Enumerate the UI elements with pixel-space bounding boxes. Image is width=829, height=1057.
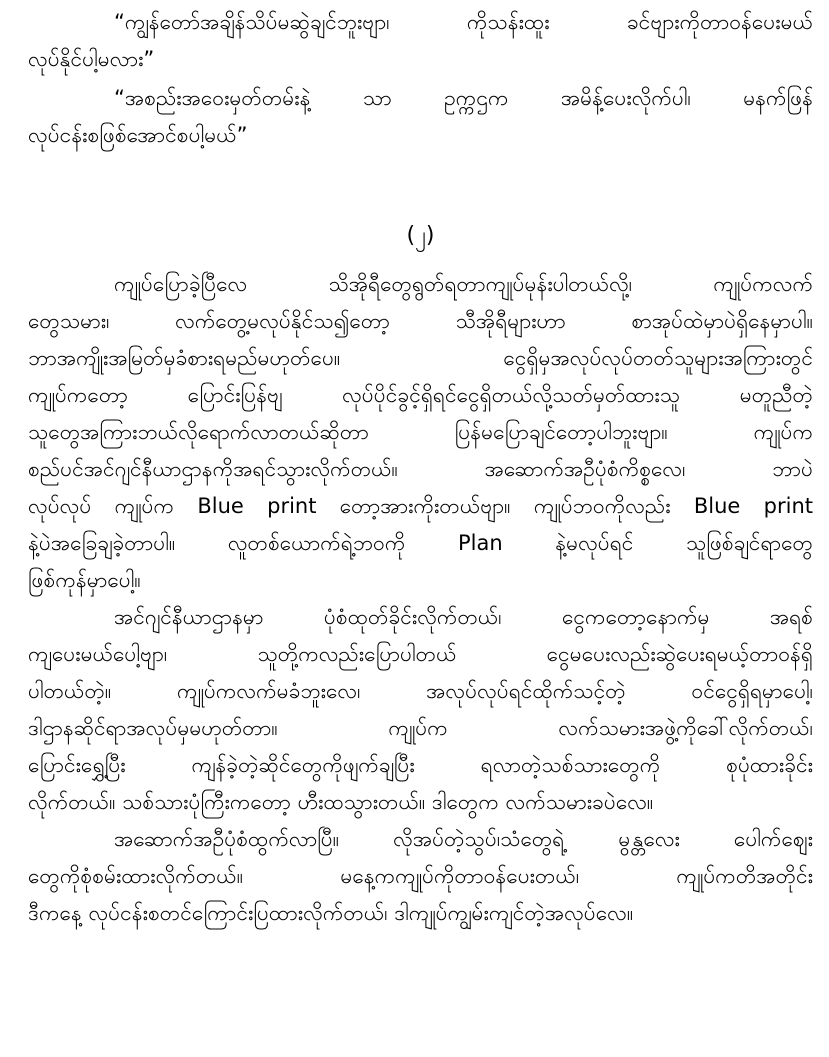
text-line: ဒီကနေ့ လုပ်ငန်းစတင်ကြောင်းပြထားလိုက်တယ်၊ ဒါကျုပ်ကျွမ်းကျင်တဲ့အလုပ်လေ။: [28, 901, 634, 925]
text-line: “အစည်းအဝေးမှတ်တမ်းနဲ့ သာ ဥက္ကဌက အမိန့်ပေးလိုက်ပါ၊ မနက်ဖြန်: [114, 86, 813, 110]
text-line: ကျုပ်ကတော့ ပြောင်းပြန်ဗျ လုပ်ပိုင်ခွင့်ရှိရင်ငွေရှိတယ်လို့သတ်မှတ်ထားသူ မတူညီတဲ့: [28, 383, 813, 407]
text-line: လုပ်လုပ် ကျုပ်က Blue print တော့အားကိုးတယ်ဗျာ။ ကျုပ်ဘဝကိုလည်း Blue print: [28, 494, 813, 518]
body-paragraph: [28, 821, 813, 932]
text-line: အင်ဂျင်နီယာဌာနမှာ ပုံစံထုတ်ခိုင်းလိုက်တယ်၊ ငွေကတော့နောက်မှ အရစ်: [114, 605, 813, 629]
spacer: [28, 154, 813, 214]
text-line: တွေကိုစုံစမ်းထားလိုက်တယ်။ မနေ့ကကျုပ်ကိုတာဝန်ပေးတယ်၊ ကျုပ်ကတိအတိုင်း: [28, 864, 813, 888]
document-page: [28, 4, 813, 932]
body-paragraph: [28, 266, 813, 599]
text-line: လိုက်တယ်။ သစ်သားပုံကြီးကတော့ ဟီးထသွားတယ်။ ဒါတွေက လက်သမားခပဲလေ။: [28, 790, 654, 814]
text-line: လုပ်နိုင်ပါ့မလား”: [28, 47, 155, 71]
text-line: လုပ်ငန်းစဖြစ်အောင်စပါ့မယ်”: [28, 123, 248, 147]
text-line: အဆောက်အဦပုံစံထွက်လာပြီ။ လိုအပ်တဲ့သွပ်၊သံတွေရဲ့ မွန္တလေး ပေါက်ဈေး: [114, 827, 813, 851]
text-line: ဘာအကျိုးအမြတ်မှခံစားရမည်မဟုတ်ပေ။ ငွေရှိမှအလုပ်လုပ်တတ်သူများအကြားတွင်: [28, 346, 813, 370]
section-heading: (၂): [406, 223, 435, 248]
text-line: နဲ့ပဲအခြေချခဲ့တာပါ။ လူတစ်ယောက်ရဲ့ဘဝကို Plan နဲ့မလုပ်ရင် သူဖြစ်ချင်ရာတွေ: [28, 531, 813, 555]
text-line: ဒါဌာနဆိုင်ရာအလုပ်မှမဟုတ်တာ။ ကျုပ်က လက်သမားအဖွဲ့ကိုခေါ်လိုက်တယ်၊: [28, 716, 813, 740]
quote-paragraph: [28, 4, 813, 78]
text-line: ဖြစ်ကုန်မှာပေါ့။: [28, 568, 141, 592]
text-line: ပြောင်းရွှေ့ပြီး ကျန်ခဲ့တဲ့ဆိုင်တွေကိုဖျက်ချပြီး ရလာတဲ့သစ်သားတွေကို စုပုံထားခိုင်း: [28, 753, 813, 777]
text-line: စည်ပင်အင်ဂျင်နီယာဌာနကိုအရင်သွားလိုက်တယ်။ အဆောက်အဦပုံစံကိစ္စလေ၊ ဘာပဲ: [28, 457, 813, 481]
text-line: ကျပေးမယ်ပေါ့ဗျာ၊ သူတို့ကလည်းပြောပါတယ် ငွေမပေးလည်းဆွဲပေးရမယ့်တာဝန်ရှိ: [28, 642, 813, 666]
quote-paragraph: [28, 80, 813, 154]
text-line: ကျုပ်ပြောခဲ့ပြီလေ သိအိုရီတွေရွတ်ရတာကျုပ်မုန်းပါတယ်လို့၊ ကျုပ်ကလက်: [114, 272, 813, 296]
text-line: သူတွေအကြားဘယ်လိုရောက်လာတယ်ဆိုတာ ပြန်မပြောချင်တော့ပါဘူးဗျာ။ ကျုပ်က: [28, 420, 813, 444]
body-paragraph: [28, 599, 813, 821]
text-line: တွေသမား၊ လက်တွေ့မလုပ်နိုင်သ၍တော့ သီအိုရီများဟာ စာအုပ်ထဲမှာပဲရှိနေမှာပါ။: [28, 309, 813, 333]
text-line: “ကျွန်တော်အချိန်သိပ်မဆွဲချင်ဘူးဗျာ၊ ကိုသန်းထူး ခင်ဗျားကိုတာဝန်ပေးမယ်: [114, 10, 813, 34]
text-line: ပါတယ်တဲ့။ ကျုပ်ကလက်မခံဘူးလေ၊ အလုပ်လုပ်ရင်ထိုက်သင့်တဲ့ ဝင်ငွေရှိရမှာပေါ့၊: [28, 679, 813, 703]
